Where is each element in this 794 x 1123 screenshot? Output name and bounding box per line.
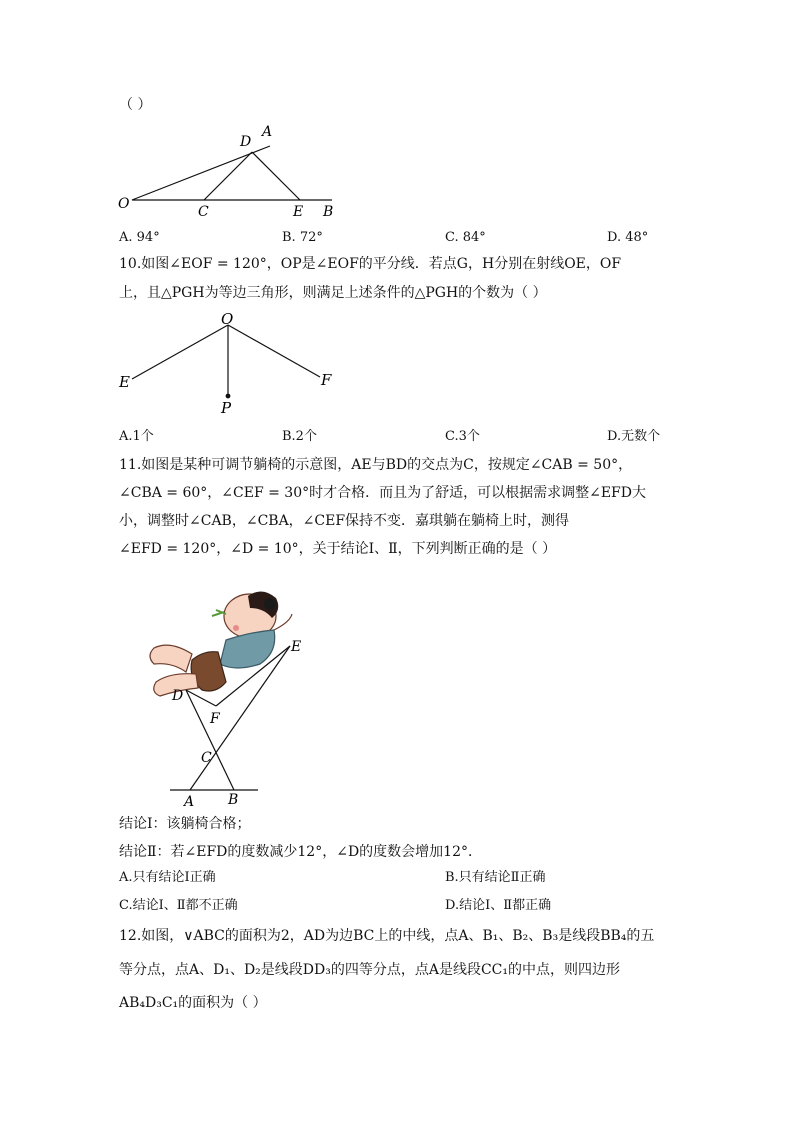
q11-line-1: 11.如图是某种可调节躺椅的示意图，AE与BD的交点为C，按规定∠CAB = 50°，: [119, 457, 633, 473]
q10-line-1: 10.如图∠EOF = 120°，OP是∠EOF的平分线．若点G，H分别在射线OE，OF: [119, 256, 622, 272]
q12-line-2: 等分点，点A、D₁、D₂是线段DD₃的四等分点，点A是线段CC₁的中点，则四边形: [119, 962, 620, 978]
q11-conclusion-1: 结论Ⅰ：该躺椅合格；: [119, 816, 251, 832]
label-F: F: [210, 711, 220, 727]
segment-BD: [186, 690, 234, 790]
q12-line-3: AB₄D₃C₁的面积为（ ）: [119, 995, 267, 1011]
segment-DE: [252, 152, 300, 200]
q9-option-d: D. 48°: [607, 230, 649, 245]
label-E: E: [119, 373, 130, 391]
label-D: D: [240, 134, 252, 150]
q9-option-b: B. 72°: [282, 230, 323, 245]
label-B: B: [323, 204, 334, 220]
q11-line-3: 小，调整时∠CAB，∠CBA，∠CEF保持不变．嘉琪躺在躺椅上时，测得: [119, 513, 570, 529]
q10-figure: [112, 305, 342, 417]
label-O: O: [221, 310, 234, 328]
q11-line-2: ∠CBA = 60°，∠CEF = 30°时才合格．而且为了舒适，可以根据需求调整∠EFD大: [119, 485, 646, 501]
ray-OF: [228, 325, 320, 377]
q11-option-d: D.结论Ⅰ、Ⅱ都正确: [445, 898, 552, 913]
q10-option-c: C.3个: [445, 429, 480, 444]
person-illustration: [150, 591, 292, 696]
label-B: B: [228, 792, 239, 808]
q12-line-1: 12.如图，∨ABC的面积为2，AD为边BC上的中线，点A、B₁、B₂、B₃是线段BB₄的五: [119, 928, 655, 944]
q10-option-d: D.无数个: [607, 429, 661, 444]
q10-line-2: 上，且△PGH为等边三角形，则满足上述条件的△PGH的个数为（ ）: [119, 285, 547, 301]
q10-option-a: A.1个: [119, 429, 154, 444]
point-P: [226, 394, 231, 399]
label-O: O: [118, 196, 130, 212]
label-P: P: [221, 399, 232, 417]
q10-option-b: B.2个: [282, 429, 317, 444]
label-A: A: [262, 124, 273, 140]
label-C: C: [201, 750, 212, 766]
q9-option-a: A. 94°: [119, 230, 160, 245]
q11-option-b: B.只有结论Ⅱ正确: [445, 870, 546, 885]
label-D: D: [172, 688, 184, 704]
q9-answer-paren: （ ）: [119, 97, 152, 113]
q11-option-c: C.结论Ⅰ、Ⅱ都不正确: [119, 898, 238, 913]
label-F: F: [321, 371, 332, 389]
label-E: E: [293, 204, 304, 220]
q11-conclusion-2: 结论Ⅱ：若∠EFD的度数减少12°，∠D的度数会增加12°．: [119, 844, 482, 860]
ray-OE: [132, 325, 228, 379]
label-E: E: [291, 639, 302, 655]
label-A: A: [184, 794, 195, 810]
q11-line-4: ∠EFD = 120°，∠D = 10°，关于结论Ⅰ、Ⅱ，下列判断正确的是（ ）: [119, 541, 557, 557]
q9-figure: [112, 120, 342, 220]
q11-option-a: A.只有结论Ⅰ正确: [119, 870, 216, 885]
q11-figure: [140, 574, 320, 810]
segment-CD: [204, 152, 252, 200]
label-C: C: [198, 204, 209, 220]
q9-option-c: C. 84°: [445, 230, 486, 245]
